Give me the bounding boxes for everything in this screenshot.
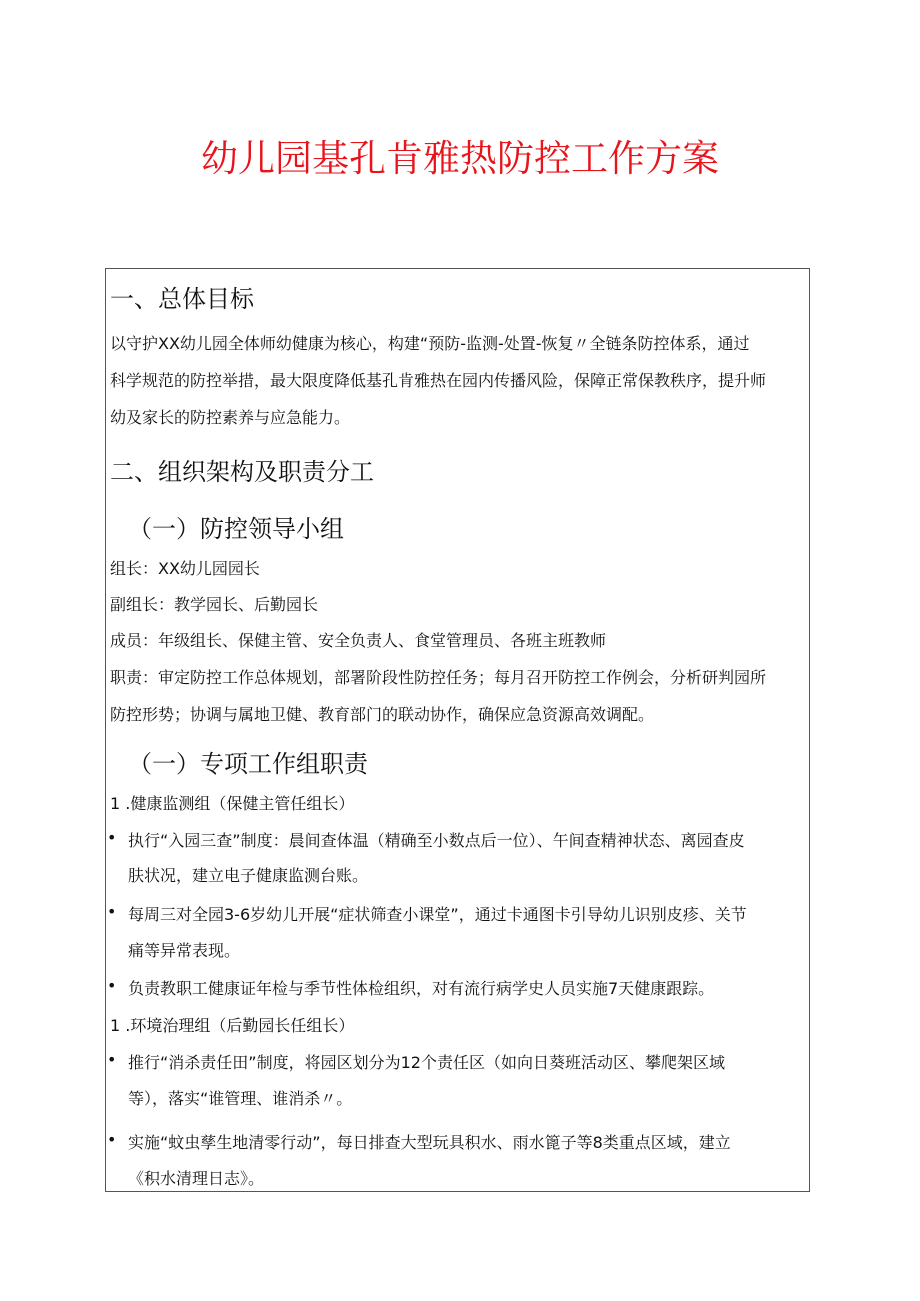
section-1-line-3: 幼及家长的防控素养与应急能力。 bbox=[110, 408, 351, 427]
health-item-1-line-1: 执行“入园三查”制度：晨间查体温（精确至小数点后一位）、午间查精神状态、离园查皮 bbox=[128, 831, 745, 850]
group-health-monitoring-title: 1 .健康监测组（保健主管任组长） bbox=[110, 794, 355, 813]
section-1-line-1: 以守护XX幼儿园全体师幼健康为核心，构建“预防-监测-处置-恢复〃全链条防控体系，通过 bbox=[110, 334, 750, 353]
health-item-2-line-1: 每周三对全园3-6岁幼儿开展“症状筛查小课堂”，通过卡通图卡引导幼儿识别皮疹、关节 bbox=[128, 905, 747, 924]
subsection-leadership-heading: （一）防控领导小组 bbox=[128, 515, 344, 543]
section-1-heading: 一、总体目标 bbox=[110, 285, 254, 313]
document-title: 幼儿园基孔肯雅热防控工作方案 bbox=[201, 137, 719, 180]
health-item-1-line-2: 肤状况，建立电子健康监测台账。 bbox=[128, 866, 369, 885]
health-item-2-line-2: 痛等异常表现。 bbox=[128, 941, 241, 960]
environment-item-2-line-2: 《积水清理日志》。 bbox=[128, 1169, 265, 1188]
section-1-line-2: 科学规范的防控举措，最大限度降低基孔肯雅热在园内传播风险，保障正常保教秩序，提升师 bbox=[110, 371, 767, 390]
health-item-3: 负责教职工健康证年检与季节性体检组织，对有流行病学史人员实施7天健康跟踪。 bbox=[128, 979, 715, 998]
bullet-icon: • bbox=[107, 902, 117, 921]
environment-item-2-line-1: 实施“蚊虫孳生地清零行动”，每日排查大型玩具积水、雨水篦子等8类重点区域，建立 bbox=[128, 1133, 731, 1152]
environment-item-1-line-1: 推行“消杀责任田”制度，将园区划分为12个责任区（如向日葵班活动区、攀爬架区域 bbox=[128, 1053, 725, 1072]
section-2-heading: 二、组织架构及职责分工 bbox=[110, 458, 374, 486]
vice-leader-line: 副组长：教学园长、后勤园长 bbox=[110, 595, 319, 614]
bullet-icon: • bbox=[107, 1050, 117, 1069]
duty-line-2: 防控形势；协调与属地卫健、教育部门的联动协作，确保应急资源高效调配。 bbox=[110, 705, 655, 724]
bullet-icon: • bbox=[107, 828, 117, 847]
group-environment-title: 1 .环境治理组（后勤园长任组长） bbox=[110, 1016, 355, 1035]
members-line: 成员：年级组长、保健主管、安全负责人、食堂管理员、各班主班教师 bbox=[110, 631, 607, 650]
leader-line: 组长：XX幼儿园园长 bbox=[110, 559, 260, 578]
subsection-working-groups-heading: （一）专项工作组职责 bbox=[128, 750, 368, 778]
bullet-icon: • bbox=[107, 976, 117, 995]
duty-line-1: 职责：审定防控工作总体规划，部署阶段性防控任务；每月召开防控工作例会，分析研判园所 bbox=[110, 668, 767, 687]
environment-item-1-line-2: 等），落实“谁管理、谁消杀〃。 bbox=[128, 1089, 353, 1108]
bullet-icon: • bbox=[107, 1130, 117, 1149]
